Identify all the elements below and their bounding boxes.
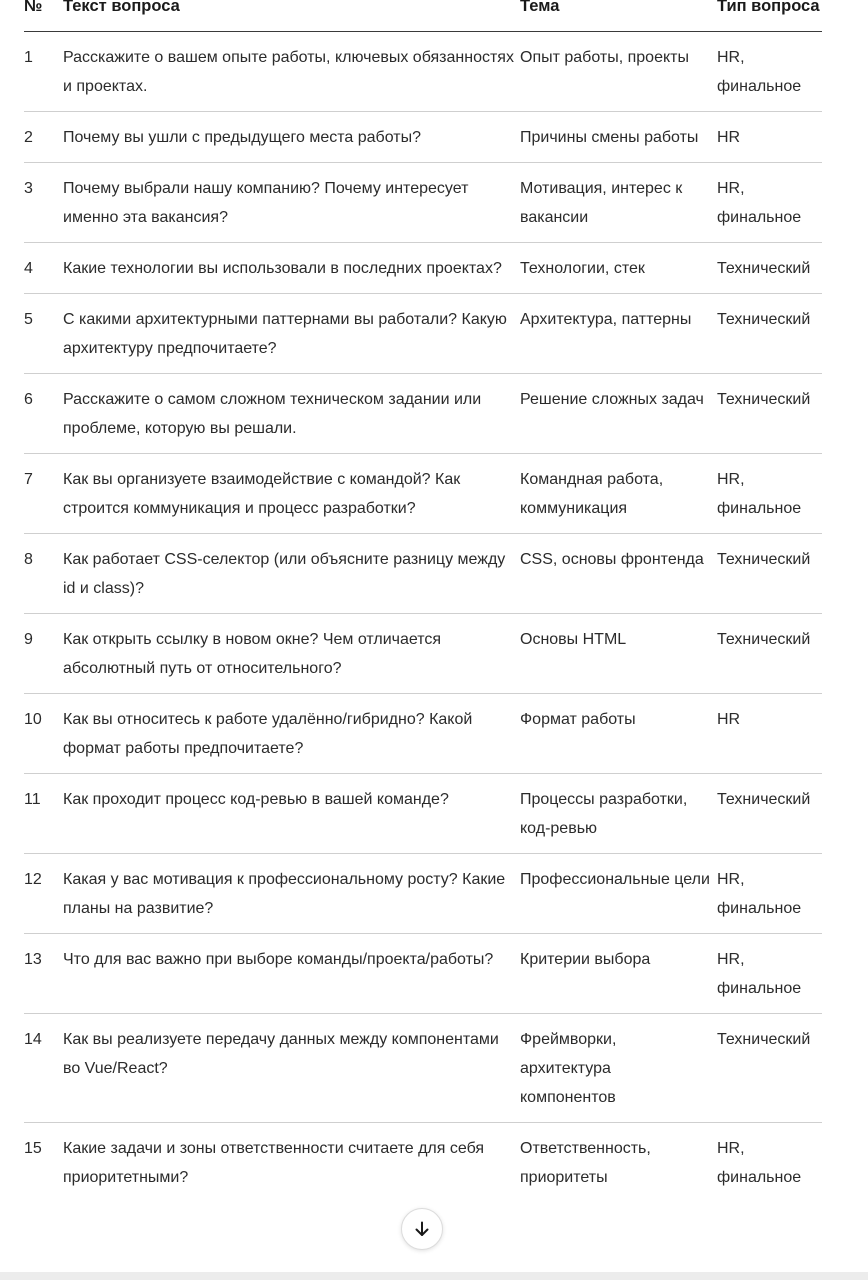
table-row xyxy=(24,614,822,694)
arrow-down-icon xyxy=(413,1220,431,1238)
table-row xyxy=(24,534,822,614)
cell-number: 9 xyxy=(24,614,63,694)
cell-number: 6 xyxy=(24,374,63,454)
table-row xyxy=(24,934,822,1014)
cell-question-type: HR, финальное xyxy=(717,163,822,243)
cell-question-text: С какими архитектурными паттернами вы работали? Какую архитектуру предпочитаете? xyxy=(63,294,520,374)
table-row xyxy=(24,112,822,163)
cell-question-type: HR, финальное xyxy=(717,934,822,1014)
questions-table xyxy=(24,0,822,1202)
table-row xyxy=(24,1123,822,1203)
header-topic: Тема xyxy=(520,0,717,32)
cell-number: 2 xyxy=(24,112,63,163)
header-question-type: Тип вопроса xyxy=(717,0,822,32)
cell-question-text: Как вы организуете взаимодействие с командой? Как строится коммуникация и процесс разработки? xyxy=(63,454,520,534)
cell-question-text: Какие задачи и зоны ответственности считаете для себя приоритетными? xyxy=(63,1140,485,1186)
cell-topic: Мотивация, интерес к вакансии xyxy=(520,163,717,243)
cell-topic: Профессиональные цели xyxy=(520,854,717,934)
cell-topic: Причины смены работы xyxy=(520,112,717,163)
cell-question-text: Как работает CSS-селектор (или объясните разницу между id и class)? xyxy=(63,534,520,614)
cell-question-type: Технический xyxy=(717,243,822,294)
cell-question-text: Что для вас важно при выборе команды/проекта/работы? xyxy=(63,934,520,1014)
table-row xyxy=(24,854,822,934)
table-row xyxy=(24,1014,822,1123)
questions-table-container xyxy=(24,0,822,1202)
cell-topic: CSS, основы фронтенда xyxy=(520,534,717,614)
cell-question-type: HR xyxy=(717,112,822,163)
bottom-bar xyxy=(0,1272,868,1280)
table-row xyxy=(24,774,822,854)
cell-topic: Критерии выбора xyxy=(520,934,717,1014)
cell-question-text: Почему вы ушли с предыдущего места работы? xyxy=(63,112,520,163)
cell-topic: Командная работа, коммуникация xyxy=(520,454,717,534)
cell-topic: Технологии, стек xyxy=(520,243,717,294)
cell-number: 15 xyxy=(24,1140,42,1157)
cell-question-type: Технический xyxy=(717,534,822,614)
table-row xyxy=(24,294,822,374)
cell-number: 5 xyxy=(24,294,63,374)
cell-question-text: Как проходит процесс код-ревью в вашей команде? xyxy=(63,774,520,854)
cell-question-type: Технический xyxy=(717,294,822,374)
table-row xyxy=(24,374,822,454)
scroll-to-bottom-button[interactable] xyxy=(401,1208,443,1250)
header-number: № xyxy=(24,0,63,32)
cell-topic: Опыт работы, проекты xyxy=(520,32,717,112)
cell-question-type: Технический xyxy=(717,1014,822,1123)
cell-question-type: Технический xyxy=(717,374,822,454)
cell-number: 3 xyxy=(24,163,63,243)
table-row xyxy=(24,163,822,243)
cell-question-type: HR, финальное xyxy=(717,854,822,934)
table-row xyxy=(24,32,822,112)
cell-number: 1 xyxy=(24,32,63,112)
table-row xyxy=(24,694,822,774)
cell-number: 13 xyxy=(24,934,63,1014)
cell-number: 11 xyxy=(24,774,63,854)
cell-topic: Основы HTML xyxy=(520,614,717,694)
cell-question-type: Технический xyxy=(717,774,822,854)
cell-question-text: Какие технологии вы использовали в последних проектах? xyxy=(63,243,520,294)
cell-question-type: HR xyxy=(717,694,822,774)
cell-question-type: HR, финальное xyxy=(717,454,822,534)
cell-topic: Ответственность, приоритеты xyxy=(520,1140,651,1186)
cell-question-text: Какая у вас мотивация к профессиональному росту? Какие планы на развитие? xyxy=(63,854,520,934)
table-header-row xyxy=(24,0,822,32)
cell-number: 12 xyxy=(24,854,63,934)
cell-number: 14 xyxy=(24,1014,63,1123)
header-question-text: Текст вопроса xyxy=(63,0,520,32)
cell-topic: Фреймворки, архитектура компонентов xyxy=(520,1014,717,1123)
cell-topic: Формат работы xyxy=(520,694,717,774)
cell-number: 4 xyxy=(24,243,63,294)
cell-topic: Решение сложных задач xyxy=(520,374,717,454)
cell-question-type: Технический xyxy=(717,614,822,694)
cell-question-text: Как вы относитесь к работе удалённо/гибридно? Какой формат работы предпочитаете? xyxy=(63,694,520,774)
cell-question-text: Почему выбрали нашу компанию? Почему интересует именно эта вакансия? xyxy=(63,163,520,243)
cell-topic: Архитектура, паттерны xyxy=(520,294,717,374)
cell-question-text: Как вы реализуете передачу данных между компонентами во Vue/React? xyxy=(63,1014,520,1123)
cell-question-text: Расскажите о самом сложном техническом задании или проблеме, которую вы решали. xyxy=(63,374,520,454)
table-row xyxy=(24,454,822,534)
cell-question-type: HR, финальное xyxy=(717,1140,802,1186)
cell-question-text: Как открыть ссылку в новом окне? Чем отличается абсолютный путь от относительного? xyxy=(63,614,520,694)
cell-topic: Процессы разработки, код-ревью xyxy=(520,774,717,854)
cell-question-text: Расскажите о вашем опыте работы, ключевых обязанностях и проектах. xyxy=(63,32,520,112)
cell-question-type: HR, финальное xyxy=(717,32,822,112)
cell-number: 8 xyxy=(24,534,63,614)
cell-number: 7 xyxy=(24,454,63,534)
cell-number: 10 xyxy=(24,694,63,774)
table-row xyxy=(24,243,822,294)
